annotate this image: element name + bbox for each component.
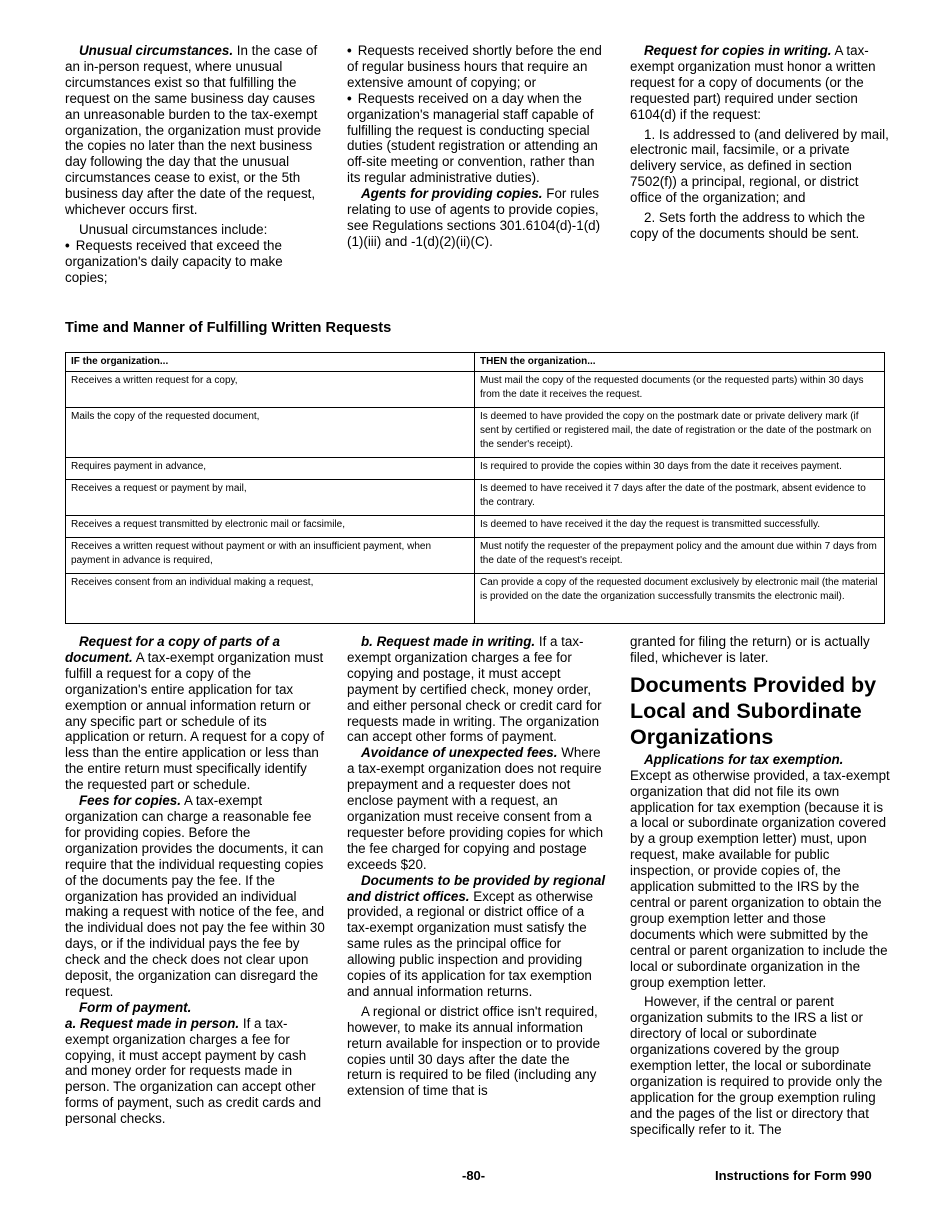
agents-text: For rules relating to use of agents to provide copies, see Regulations sections 301.6104(d)-1(d)(1)(iii) and -1(d)(2)(ii)(C). xyxy=(347,186,601,249)
bullet-icon: • xyxy=(347,90,352,106)
table-cell-if: Receives a written request for a copy, xyxy=(66,372,475,408)
regional-office-paragraph: A regional or district office isn't required, however, to make its annual information return available for inspection or to provide copies until 30 days after the date the return is required to be filed (including any extension of time that is xyxy=(347,1003,601,1099)
however-paragraph: However, if the central or parent organization submits to the IRS a list or directory of local or subordinate organizations covered by the group exemption letter, the local or subordinate organization is required to provide only the application for the group exemption ruling and the pages of the list or directory that specifically refer to it. The xyxy=(630,994,883,1137)
bottom-column-1 xyxy=(65,634,325,1127)
table-row xyxy=(66,408,885,458)
table-header-row xyxy=(66,353,885,372)
bullet-item: • Requests received that exceed the organization's daily capacity to make copies; xyxy=(65,237,283,285)
bullet-item: • Requests received on a day when the organization's managerial staff capable of fulfilling the request is conducting special duties (student registration or attending an off-site meeting or convention, rather than its regular administrative duties). xyxy=(347,90,598,186)
table-cell-if: Mails the copy of the requested document, xyxy=(66,408,475,458)
table-row xyxy=(66,574,885,624)
agents-paragraph xyxy=(347,186,607,250)
continued-text: granted for filing the return) or is actually filed, whichever is later. xyxy=(630,634,870,665)
table-cell-then: Is deemed to have received it the day the request is transmitted successfully. xyxy=(475,516,885,538)
regional-docs-text: Except as otherwise provided, a regional or district office of a tax-exempt organization must satisfy the same rules as the principal office for allowing public inspection and providing copies of its application for tax exemption and annual information returns. xyxy=(347,888,594,999)
table-cell-then: Can provide a copy of the requested document exclusively by electronic mail (the material is provided on the date the organization successfully transmits the electronic mail). xyxy=(475,574,885,624)
table-row xyxy=(66,372,885,408)
table-row xyxy=(66,538,885,574)
table-cell-if: Requires payment in advance, xyxy=(66,458,475,480)
in-writing-paragraph xyxy=(347,634,607,745)
agents-heading: Agents for providing copies. xyxy=(361,186,543,202)
in-person-text: If a tax-exempt organization charges a fee for copying, it must accept payment by cash and money order for requests made in person. The organization can accept other forms of payment, such as credit cards and personal checks. xyxy=(65,1015,322,1127)
form-of-payment-heading: Form of payment. xyxy=(79,999,192,1015)
in-person-heading: a. Request made in person. xyxy=(65,1015,240,1031)
unusual-circumstances-text: In the case of an in-person request, where unusual circumstances exist so that fulfilling the request on the same business day causes an unreasonable burden to the tax-exempt organization, the organization must provide the copies no later than the next business day following the day that the unusual circumstances cease to exist, or the 5th business day after the date of the request, whichever occurs first. xyxy=(65,43,322,218)
fees-text: A tax-exempt organization can charge a reasonable fee for providing copies. Before the organization provides the documents, it can require that the individual requesting copies of the documents pay the fee. If the organization has provided an individual making a request with notice of the fee, and the individual does not pay the fee within 30 days, or if the individual pays the fee by check and the check does not clear upon deposit, the organization can disregard the request. xyxy=(65,793,325,999)
table-cell-then: Is deemed to have received it 7 days after the date of the postmark, absent evidence to the contrary. xyxy=(475,480,885,516)
table-row xyxy=(66,458,885,480)
table-cell-then: Is required to provide the copies within 30 days from the date it receives payment. xyxy=(475,458,885,480)
table-header-if: IF the organization... xyxy=(66,353,475,372)
requests-table xyxy=(65,352,885,624)
table-cell-then: Must mail the copy of the requested documents (or the requested parts) within 30 days from the date it receives the request. xyxy=(475,372,885,408)
fees-paragraph xyxy=(65,793,325,1000)
bullet-icon: • xyxy=(65,237,70,253)
page-number: -80- xyxy=(462,1168,486,1183)
parts-text: A tax-exempt organization must fulfill a request for a copy of the organization's entire application for tax exemption or annual information return or any specific part or schedule of its application or return. A request for a copy of less than the entire application or less than the entire return must specifically identify the requested part or schedule. xyxy=(65,649,325,793)
table-cell-then: Must notify the requester of the prepayment policy and the amount due within 7 days from the date of the request's receipt. xyxy=(475,538,885,574)
applications-paragraph xyxy=(630,752,892,991)
regional-docs-heading: Documents to be provided by regional and district offices. xyxy=(347,872,606,904)
top-column-3 xyxy=(630,43,892,242)
bottom-column-3 xyxy=(630,634,892,1138)
table-cell-if: Receives a request or payment by mail, xyxy=(66,480,475,516)
regional-docs-paragraph xyxy=(347,873,607,1000)
numbered-item: 1. Is addressed to (and delivered by mail, electronic mail, facsimile, or a private delivery service, as defined in section 7502(f)) a principal, regional, or district office of the organization; and xyxy=(630,126,889,206)
table-header-then: THEN the organization... xyxy=(475,353,885,372)
avoidance-text: Where a tax-exempt organization does not require prepayment and a requester does not enclose payment with a request, an organization must receive consent from a requester before providing copies for which the fee charged for copying and postage exceeds $20. xyxy=(347,745,604,872)
written-request-heading: Request for copies in writing. xyxy=(644,43,832,58)
fees-heading: Fees for copies. xyxy=(79,793,181,809)
top-column-1 xyxy=(65,43,325,286)
unusual-include-text: Unusual circumstances include: xyxy=(79,221,268,237)
in-writing-text: If a tax-exempt organization charges a fee for copying and postage, it must accept payment by certified check, money order, and either personal check or credit card for requests made in writing. The organization can accept other forms of payment. xyxy=(347,634,602,745)
top-column-2 xyxy=(347,43,607,250)
parts-heading: Request for a copy of parts of a document. xyxy=(65,634,280,665)
bottom-column-2 xyxy=(347,634,607,1099)
in-writing-heading: b. Request made in writing. xyxy=(361,634,536,649)
table-cell-if: Receives consent from an individual making a request, xyxy=(66,574,475,624)
unusual-circumstances-paragraph xyxy=(65,43,325,218)
table-title: Time and Manner of Fulfilling Written Requests xyxy=(65,320,392,336)
avoidance-heading: Avoidance of unexpected fees. xyxy=(361,745,558,761)
written-request-text: A tax-exempt organization must honor a written request for a copy of documents (or the requested part) required under section 6104(d) if the request: xyxy=(630,43,876,122)
table-cell-then: Is deemed to have provided the copy on the postmark date or private delivery mark (if sent by certified or registered mail, the date of registration or the date of the postmark on the sender's receipt). xyxy=(475,408,885,458)
form-title-footer: Instructions for Form 990 xyxy=(715,1168,872,1183)
unusual-circumstances-heading: Unusual circumstances. xyxy=(79,43,234,58)
table-cell-if: Receives a request transmitted by electronic mail or facsimile, xyxy=(66,516,475,538)
parts-paragraph xyxy=(65,634,325,793)
table-cell-if: Receives a written request without payment or with an insufficient payment, when payment in advance is required, xyxy=(66,538,475,574)
avoidance-paragraph xyxy=(347,745,607,872)
applications-heading: Applications for tax exemption. xyxy=(644,751,844,767)
bullet-item: • Requests received shortly before the end of regular business hours that require an extensive amount of copying; or xyxy=(347,43,602,90)
section-heading: Documents Provided by Local and Subordinate Organizations xyxy=(630,672,877,749)
in-person-paragraph xyxy=(65,1016,325,1127)
table-row xyxy=(66,516,885,538)
table-row xyxy=(66,480,885,516)
applications-text: Except as otherwise provided, a tax-exempt organization that did not file its own application for tax exemption (because it is a local or subordinate organization covered by a group exemption letter) must, upon request, make available for public inspection, or provide copies of, the application submitted to the IRS by the central or parent organization to obtain the group exemption letter and those documents which were submitted by the central or parent organization to include the local or subordinate organization in the group exemption letter. xyxy=(630,767,890,990)
numbered-item: 2. Sets forth the address to which the copy of the documents should be sent. xyxy=(630,210,866,241)
bullet-icon: • xyxy=(347,43,352,58)
written-request-paragraph xyxy=(630,43,892,123)
